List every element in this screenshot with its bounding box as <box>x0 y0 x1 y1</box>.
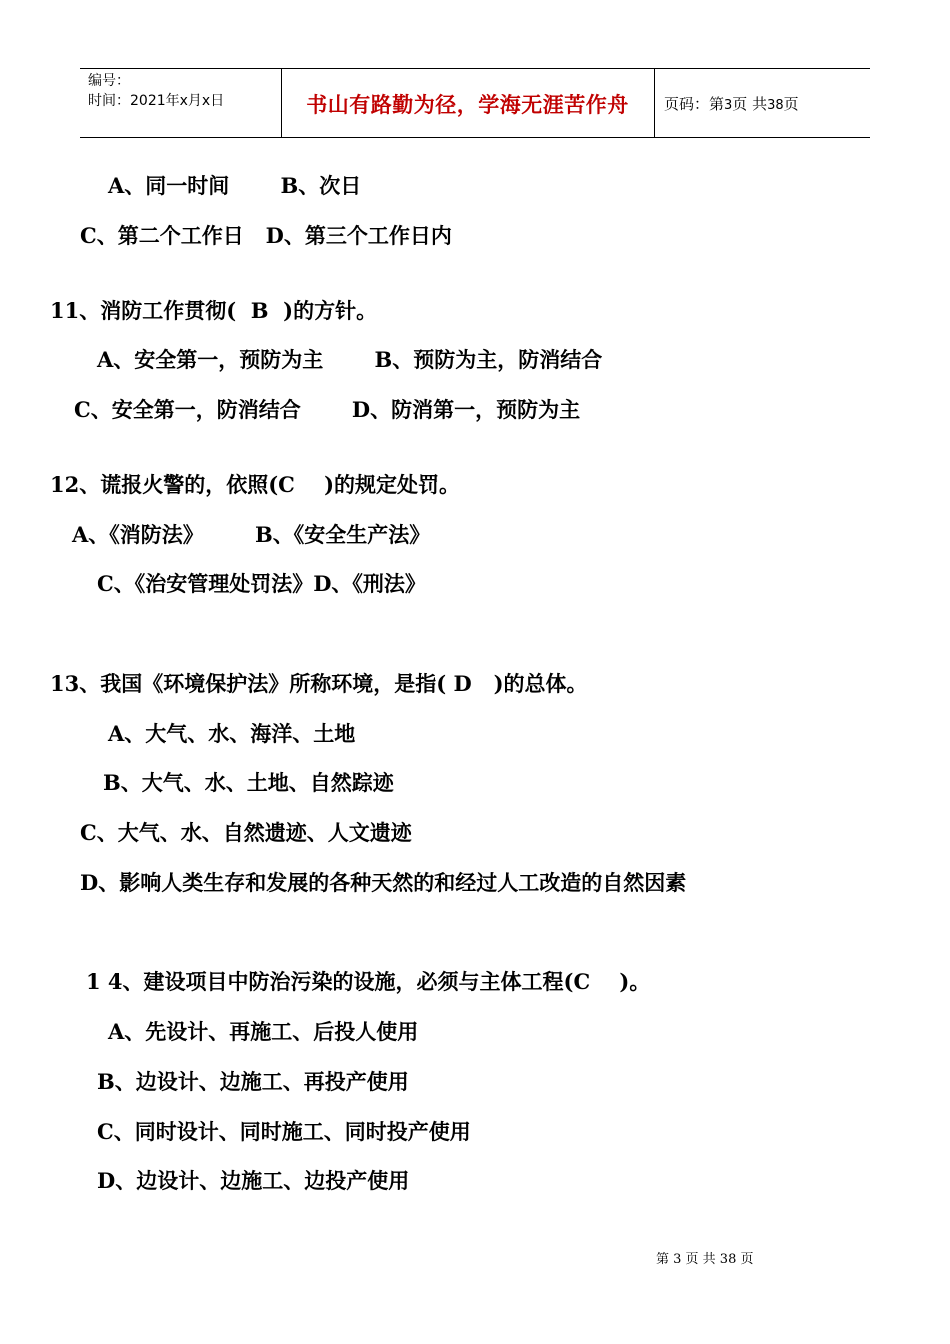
header-motto: 书山有路勤为径，学海无涯苦作舟 <box>306 93 629 117</box>
q10-options-cd: C、第二个工作日 D、第三个工作日内 <box>80 223 452 248</box>
q13-option-d: D、影响人类生存和发展的各种天然的和经过人工改造的自然因素 <box>80 870 687 895</box>
question-13: 13、我国《环境保护法》所称环境，是指( D )的总体。 <box>50 671 588 696</box>
question-11: 11、消防工作贯彻( B )的方针。 <box>50 298 378 323</box>
q13-option-c: C、大气、水、自然遗迹、人文遗迹 <box>80 820 412 845</box>
question-12: 12、谎报火警的，依照(C )的规定处罚。 <box>50 472 461 497</box>
header-time-label: 时间：2021年x月x日 <box>88 93 225 109</box>
q14-option-b: B、边设计、边施工、再投产使用 <box>97 1069 409 1094</box>
q11-options-ab: A、安全第一，预防为主 B、预防为主，防消结合 <box>97 347 603 372</box>
q13-option-b: B、大气、水、土地、自然踪迹 <box>103 770 394 795</box>
header-number-label: 编号： <box>88 73 130 89</box>
header-page-suffix: 页 <box>783 95 799 113</box>
q12-options-cd: C、《治安管理处罚法》D、《刑法》 <box>97 571 426 596</box>
header-page-prefix: 页码：第 <box>664 95 725 113</box>
header-meta <box>88 71 224 111</box>
page-footer: 第 3 页 共 38 页 <box>656 1252 754 1267</box>
q13-option-a: A、大气、水、海洋、土地 <box>108 721 356 746</box>
header-page-number: 3 <box>724 98 733 113</box>
q14-option-c: C、同时设计、同时施工、同时投产使用 <box>97 1119 471 1144</box>
q14-option-a: A、先设计、再施工、后投人使用 <box>108 1019 419 1044</box>
q11-options-cd: C、安全第一，防消结合 D、防消第一，预防为主 <box>74 397 581 422</box>
q12-options-ab: A、《消防法》 B、《安全生产法》 <box>72 522 431 547</box>
header-page-mid: 页 共 <box>732 95 768 113</box>
page-header <box>80 68 870 138</box>
header-page-indicator <box>664 93 799 114</box>
header-divider <box>654 69 655 137</box>
question-14: 1 4、建设项目中防治污染的设施，必须与主体工程(C )。 <box>86 969 651 994</box>
q10-options-ab: A、同一时间 B、次日 <box>108 173 362 198</box>
q14-option-d: D、边设计、边施工、边投产使用 <box>97 1168 410 1193</box>
header-total-pages: 38 <box>767 98 784 113</box>
